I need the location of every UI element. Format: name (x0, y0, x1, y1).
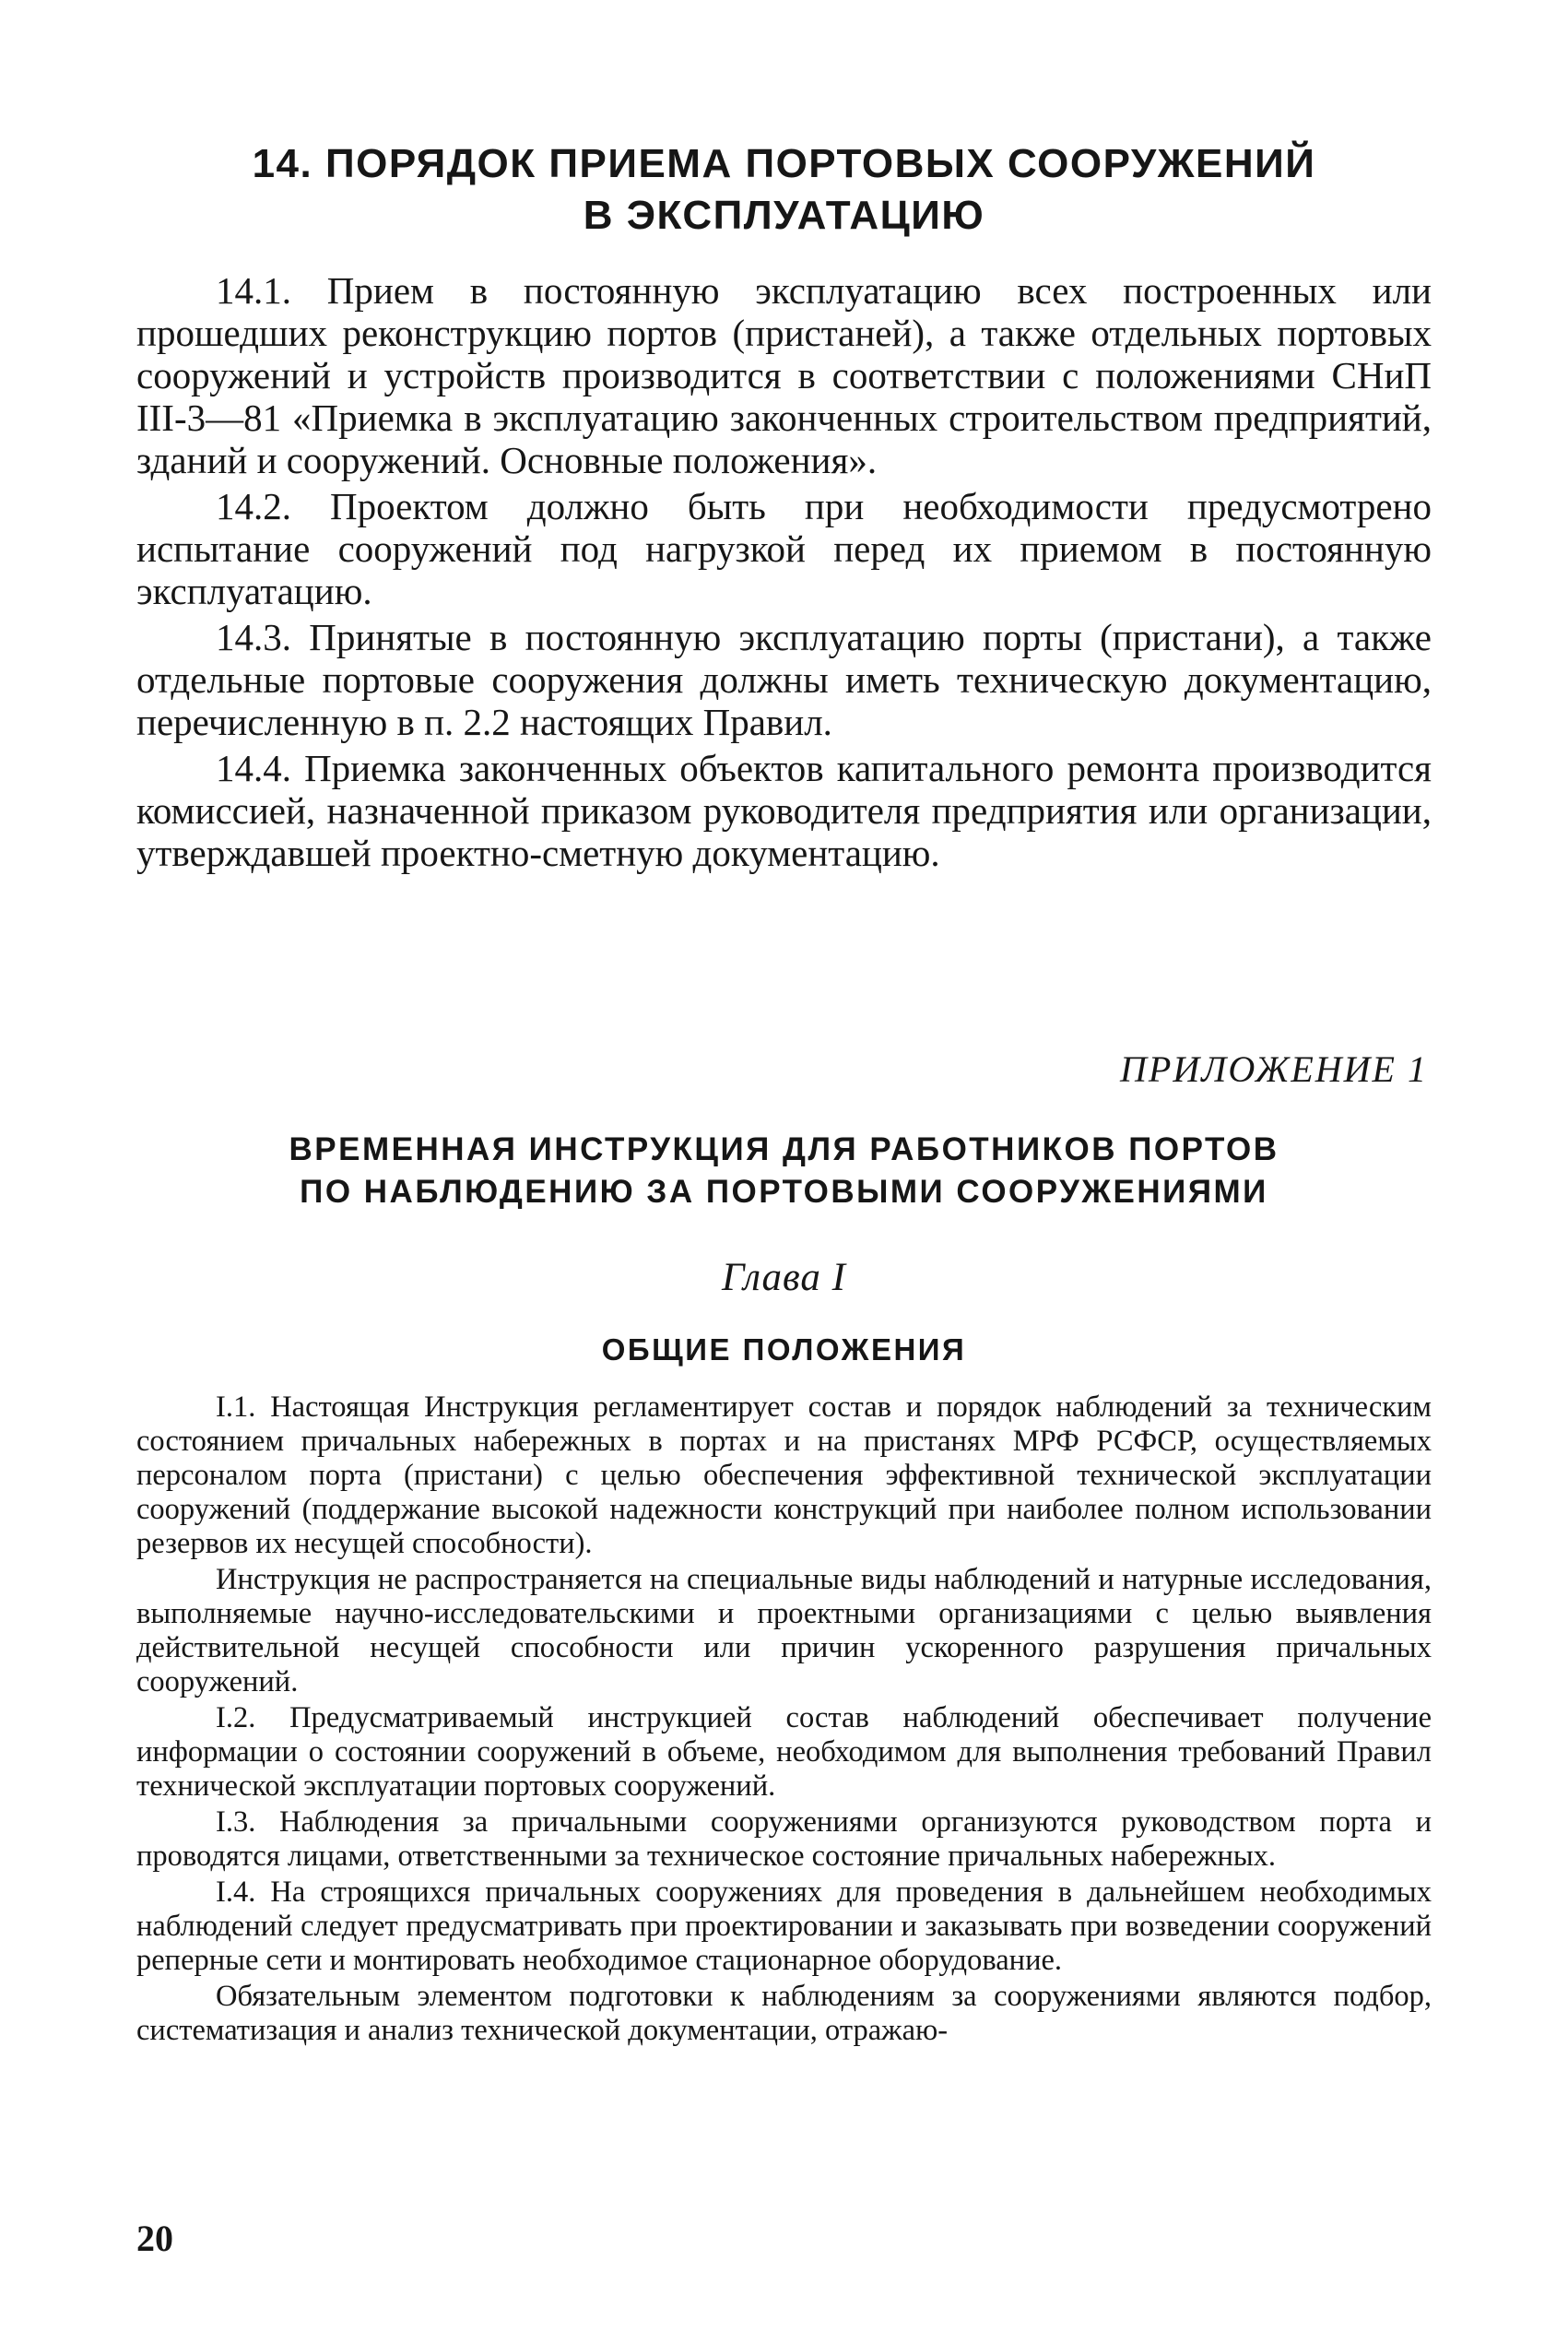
paragraph-14-3: 14.3. Принятые в постоянную эксплуатацию порты (пристани), а также отдельные портовые сооружения должны иметь техническую документацию, перечисленную в п. 2.2 настоящих Правил. (136, 616, 1432, 743)
section-title-line-2: В ЭКСПЛУАТАЦИЮ (583, 193, 985, 238)
paragraph-14-2: 14.2. Проектом должно быть при необходимости предусмотрено испытание сооружений под нагрузкой перед их приемом в постоянную эксплуатацию. (136, 485, 1432, 612)
paragraph-14-1: 14.1. Прием в постоянную эксплуатацию всех построенных или прошедших реконструкцию портов (пристаней), а также отдельных портовых сооружений и устройств производится в соответствии с положениями СНиП III-3—81 «Приемка в эксплуатацию законченных строительством предприятий, зданий и сооружений. Основные положения». (136, 269, 1432, 481)
chapter-heading: Глава I (722, 1256, 846, 1299)
page-number: 20 (136, 2218, 173, 2259)
paragraph-documentation: Обязательным элементом подготовки к наблюдениям за сооружениями являются подбор, систематизация и анализ технической документации, отражаю- (136, 1980, 1432, 2047)
appendix-title-line-1: ВРЕМЕННАЯ ИНСТРУКЦИЯ ДЛЯ РАБОТНИКОВ ПОРТОВ (289, 1131, 1279, 1167)
paragraph-i-4: I.4. На строящихся причальных сооружениях для проведения в дальнейшем необходимых наблюдений следует предусматривать при проектировании и заказывать при возведении сооружений реперные сети и монтировать необходимое стационарное оборудование. (136, 1875, 1432, 1977)
subsection-title: ОБЩИЕ ПОЛОЖЕНИЯ (601, 1332, 967, 1367)
paragraph-scope: Инструкция не распространяется на специальные виды наблюдений и натурные исследования, выполняемые научно-исследовательскими и проектными организациями с целью выявления действительной несущей способности или причин ускоренного разрушения причальных сооружений. (136, 1563, 1432, 1698)
paragraph-14-4: 14.4. Приемка законченных объектов капитального ремонта производится комиссией, назначенной приказом руководителя предприятия или организации, утверждавшей проектно-сметную документацию. (136, 747, 1432, 874)
document-page (136, 138, 1432, 2259)
appendix-label: ПРИЛОЖЕНИЕ 1 (1120, 1048, 1428, 1090)
paragraph-i-1: I.1. Настоящая Инструкция регламентирует состав и порядок наблюдений за техническим состоянием причальных набережных в портах и на пристанях МРФ РСФСР, осуществляемых персоналом порта (пристани) с целью обеспечения эффективной технической эксплуатации сооружений (поддержание высокой надежности конструкций при наиболее полном использовании резервов их несущей способности). (136, 1390, 1432, 1560)
appendix-title (136, 1129, 1432, 1213)
paragraph-i-3: I.3. Наблюдения за причальными сооружениями организуются руководством порта и проводятся лицами, ответственными за техническое состояние причальных набережных. (136, 1805, 1432, 1873)
section-title (136, 138, 1432, 242)
paragraph-i-2: I.2. Предусматриваемый инструкцией состав наблюдений обеспечивает получение информации о состоянии сооружений в объеме, необходимом для выполнения требований Правил технической эксплуатации портовых сооружений. (136, 1701, 1432, 1803)
appendix-title-line-2: ПО НАБЛЮДЕНИЮ ЗА ПОРТОВЫМИ СООРУЖЕНИЯМИ (300, 1174, 1268, 1210)
section-title-line-1: 14. ПОРЯДОК ПРИЕМА ПОРТОВЫХ СООРУЖЕНИЙ (252, 141, 1316, 186)
